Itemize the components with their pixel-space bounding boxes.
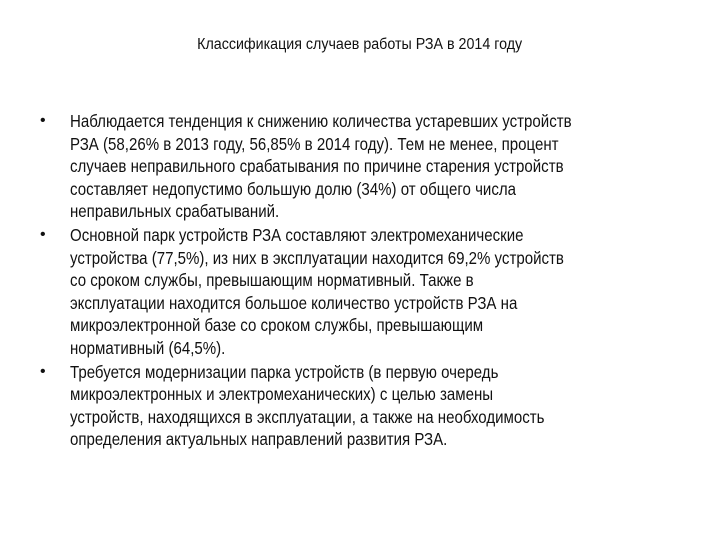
bullet-line: неправильных срабатываний. xyxy=(70,201,280,222)
slide-title xyxy=(0,36,720,54)
bullet-line: устройства (77,5%), из них в эксплуатации находится 69,2% устройств xyxy=(70,247,564,268)
bullet-item xyxy=(0,224,720,360)
bullet-line: устройств, находящихся в эксплуатации, а также на необходимость xyxy=(70,406,545,427)
bullet-line: Наблюдается тенденция к снижению количества устаревших устройств xyxy=(70,111,572,131)
bullet-line: эксплуатации находится большое количество устройств РЗА на xyxy=(70,292,518,313)
bullet-line: микроэлектронных и электромеханических) с целью замены xyxy=(70,384,494,405)
bullet-line: Требуется модернизации парка устройств (в первую очередь xyxy=(70,361,499,382)
bullet-item xyxy=(0,361,720,451)
bullet-list xyxy=(0,110,720,452)
slide-title-text: Классификация случаев работы РЗА в 2014 году xyxy=(197,36,523,53)
bullet-icon: • xyxy=(40,362,46,380)
bullet-item xyxy=(0,110,720,223)
bullet-icon: • xyxy=(40,112,46,129)
bullet-line: РЗА (58,26% в 2013 году, 56,85% в 2014 году). Тем не менее, процент xyxy=(70,133,559,154)
bullet-line: нормативный (64,5%). xyxy=(70,337,226,358)
bullet-line: Основной парк устройств РЗА составляют электромеханические xyxy=(70,224,524,245)
bullet-line: микроэлектронной базе со сроком службы, превышающим xyxy=(70,315,484,336)
bullet-line: составляет недопустимо большую долю (34%) от общего числа xyxy=(70,178,517,199)
bullet-line: со сроком службы, превышающим нормативный. Также в xyxy=(70,270,474,291)
bullet-line: случаев неправильного срабатывания по причине старения устройств xyxy=(70,156,564,177)
bullet-line: определения актуальных направлений развития РЗА. xyxy=(70,429,448,450)
bullet-icon: • xyxy=(40,225,46,243)
